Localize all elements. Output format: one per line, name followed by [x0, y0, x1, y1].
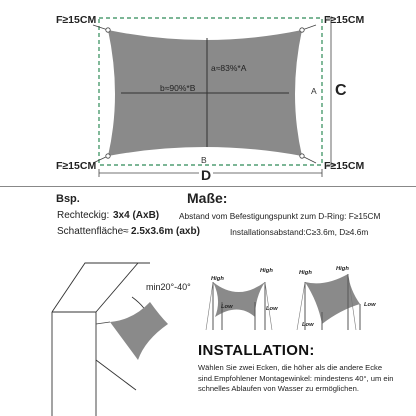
side-a-small-label: A — [311, 86, 317, 96]
corner-label-tl: F≥15CM — [56, 14, 97, 26]
label-high-left-2: High — [260, 268, 273, 274]
side-b-small-label: B — [201, 155, 207, 165]
label-low-right-2: Low — [302, 322, 314, 328]
side-c-label: C — [335, 82, 347, 99]
twist-sail — [213, 282, 265, 317]
spec-row1-value: 3x4 (AxB) — [113, 210, 160, 221]
label-high-left-1: High — [211, 276, 224, 282]
example-heading: Bsp. — [56, 193, 80, 205]
spec-row1-note: Abstand vom Befestigungspunkt zum D-Ring: F≥15CM — [179, 211, 381, 221]
corner-label-bl: F≥15CM — [56, 160, 97, 172]
a-ratio-label: a≈83%*A — [211, 63, 247, 73]
spec-row2-note: Installationsabstand:C≥3.6m, D≥4.6m — [230, 227, 369, 237]
label-high-right-1: High — [299, 270, 312, 276]
angle-label: min20°-40° — [146, 282, 191, 292]
b-ratio-label: b≈90%*B — [160, 83, 196, 93]
installation-instructions: Wählen Sie zwei Ecken, die höher als die andere Ecke sind.Empfohlener Montagewinkel: mindestens 40°, um ein schnelles Ablaufen von Wasser zu ermöglichen. — [198, 363, 394, 394]
dimensions-heading: Maße: — [187, 190, 228, 206]
label-low-right-1: Low — [364, 302, 376, 308]
label-high-right-2: High — [336, 266, 349, 272]
wall-sail — [110, 302, 168, 360]
side-d-label: D — [201, 167, 212, 183]
wall-mount-illustration — [0, 250, 200, 416]
label-low-left-2: Low — [266, 306, 278, 312]
corner-label-tr: F≥15CM — [324, 14, 365, 26]
spec-row2-label: Schattenfläche≈ — [57, 226, 129, 237]
label-low-left-1: Low — [221, 304, 233, 310]
spec-row1-label: Rechteckig: — [57, 210, 110, 221]
corner-label-br: F≥15CM — [324, 160, 365, 172]
installation-title: INSTALLATION: — [198, 342, 315, 359]
spec-row2-value: 2.5x3.6m (axb) — [131, 226, 200, 237]
section-divider — [0, 186, 416, 187]
